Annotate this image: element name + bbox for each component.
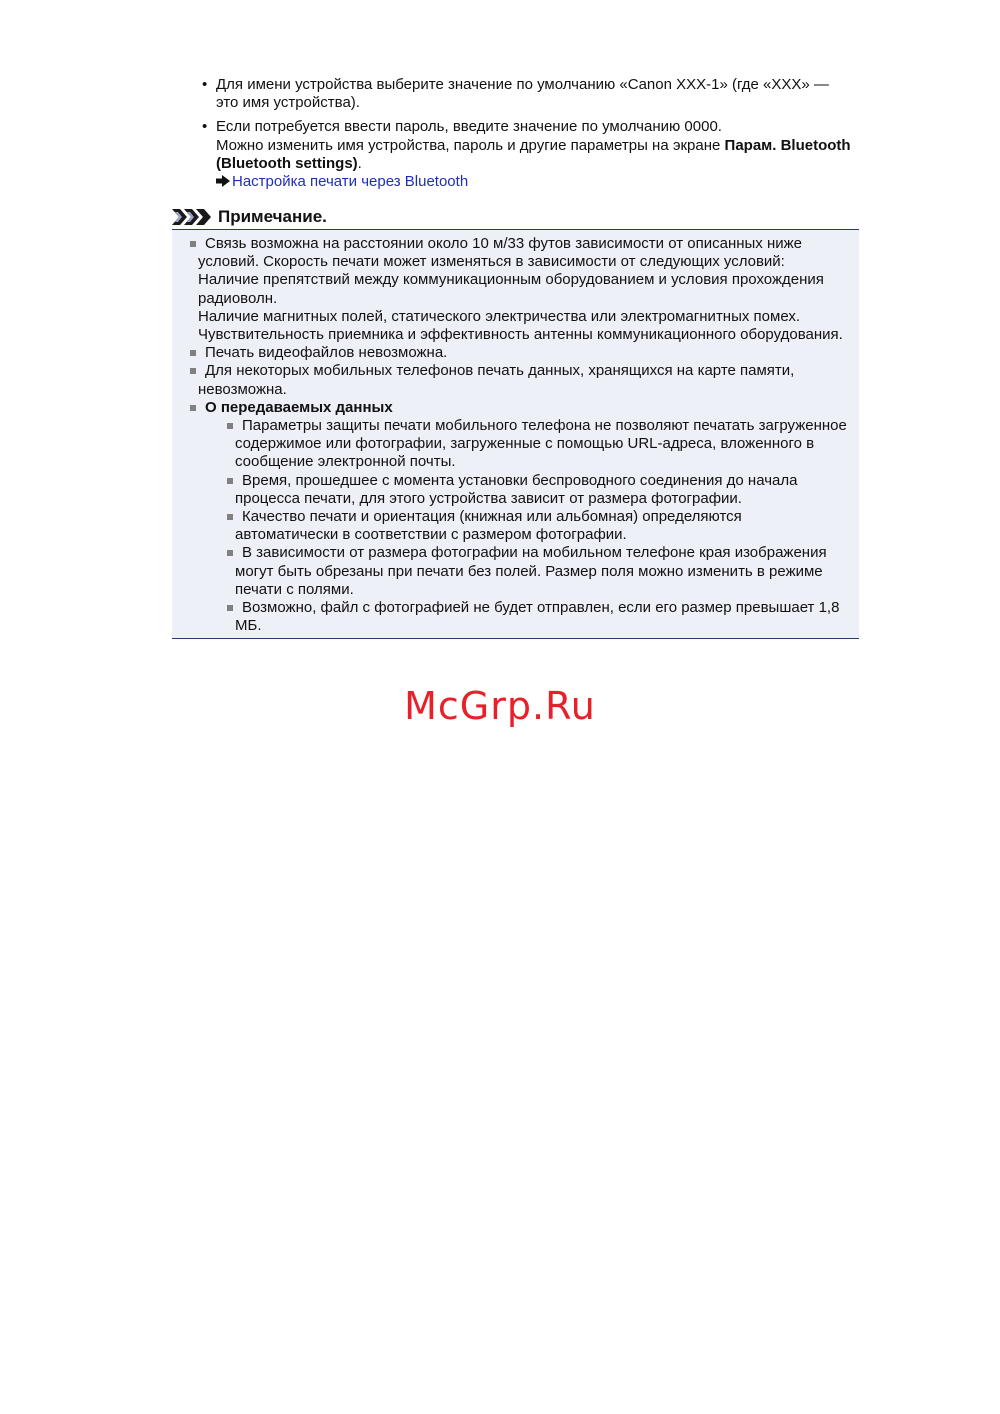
sub-note-item (227, 599, 847, 635)
gray-square-icon (227, 478, 233, 484)
sub-note-item-text: МБ. (235, 617, 262, 635)
sub-note-item (227, 544, 847, 599)
list-item-text (216, 137, 870, 155)
note-item-text: условий. Скорость печати может изменяться в зависимости от следующих условий: (198, 253, 785, 271)
sub-note-item-text: Время, прошедшее с момента установки беспроводного соединения до начала (242, 471, 798, 489)
triple-chevron-icon (172, 207, 214, 227)
right-arrow-icon (216, 175, 230, 187)
list-item (200, 118, 870, 191)
gray-square-icon (190, 405, 196, 411)
settings-screen-name-en: (Bluetooth settings) (216, 154, 358, 172)
transmitted-data-sublist (227, 417, 847, 635)
sub-note-item-text: могут быть обрезаны при печати без полей. Размер поля можно изменить в режиме (235, 562, 823, 580)
gray-square-icon (190, 350, 196, 356)
note-list (190, 235, 850, 635)
sub-note-item-text: Параметры защиты печати мобильного телефона не позволяют печатать загруженное (242, 417, 847, 435)
note-item-text: Чувствительность приемника и эффективность антенны коммуникационного оборудования. (198, 326, 843, 344)
sub-note-item-text: В зависимости от размера фотографии на мобильном телефоне края изображения (242, 544, 827, 562)
list-item (200, 76, 870, 112)
sub-note-item-text: Качество печати и ориентация (книжная или альбомная) определяются (242, 508, 742, 526)
list-item-text: Для имени устройства выберите значение по умолчанию «Canon XXX-1» (где «XXX» — (216, 76, 829, 93)
list-item-text (216, 155, 870, 173)
note-item-text: радиоволн. (198, 289, 278, 307)
gray-square-icon (227, 550, 233, 556)
note-item-text: Наличие магнитных полей, статического электричества или электромагнитных помех. (198, 307, 800, 325)
note-item-text: Для некоторых мобильных телефонов печать данных, хранящихся на карте памяти, (205, 362, 795, 380)
list-item-text: это имя устройства). (216, 94, 360, 112)
period-text: . (357, 154, 362, 172)
gray-square-icon (190, 241, 196, 247)
sub-note-item-text: Возможно, файл с фотографией не будет отправлен, если его размер превышает 1,8 (242, 599, 840, 617)
gray-square-icon (190, 368, 196, 374)
sub-note-item (227, 417, 847, 472)
instruction-list (200, 76, 870, 197)
gray-square-icon (227, 605, 233, 611)
note-item (190, 399, 850, 417)
list-item-text: Если потребуется ввести пароль, введите значение по умолчанию 0000. (216, 118, 722, 136)
sub-note-item-text: процесса печати, для этого устройства зависит от размера фотографии. (235, 489, 742, 507)
settings-screen-name: Парам. Bluetooth (724, 136, 851, 154)
note-item (190, 235, 850, 344)
sub-note-item-text: автоматически в соответствии с размером фотографии. (235, 526, 627, 544)
note-item-text: Наличие препятствий между коммуникационным оборудованием и условия прохождения (198, 271, 824, 289)
watermark: McGrp.Ru (404, 684, 596, 728)
sub-note-item (227, 508, 847, 544)
note-item (190, 344, 850, 362)
bullet-dot-icon: • (202, 76, 208, 93)
note-item-text: невозможна. (198, 380, 287, 398)
sub-note-item-text: содержимое или фотографии, загруженные с помощью URL-адреса, вложенного в (235, 435, 815, 453)
bluetooth-print-settings-link[interactable]: Настройка печати через Bluetooth (232, 173, 469, 191)
note-item (190, 362, 850, 398)
bullet-dot-icon: • (202, 118, 208, 136)
transmitted-data-heading: О передаваемых данных (205, 398, 393, 416)
settings-path-text: Можно изменить имя устройства, пароль и другие параметры на экране (216, 136, 725, 154)
note-title: Примечание. (218, 207, 327, 226)
sub-note-item-text: сообщение электронной почты. (235, 453, 456, 471)
gray-square-icon (227, 514, 233, 520)
link-row[interactable] (216, 173, 870, 191)
sub-note-item (227, 472, 847, 508)
note-item-text: Связь возможна на расстоянии около 10 м/33 футов зависимости от описанных ниже (205, 235, 802, 252)
note-item-text: Печать видеофайлов невозможна. (205, 344, 448, 362)
note-header (172, 205, 860, 229)
sub-note-item-text: печати с полями. (235, 580, 354, 598)
gray-square-icon (227, 423, 233, 429)
note-box (172, 229, 859, 639)
